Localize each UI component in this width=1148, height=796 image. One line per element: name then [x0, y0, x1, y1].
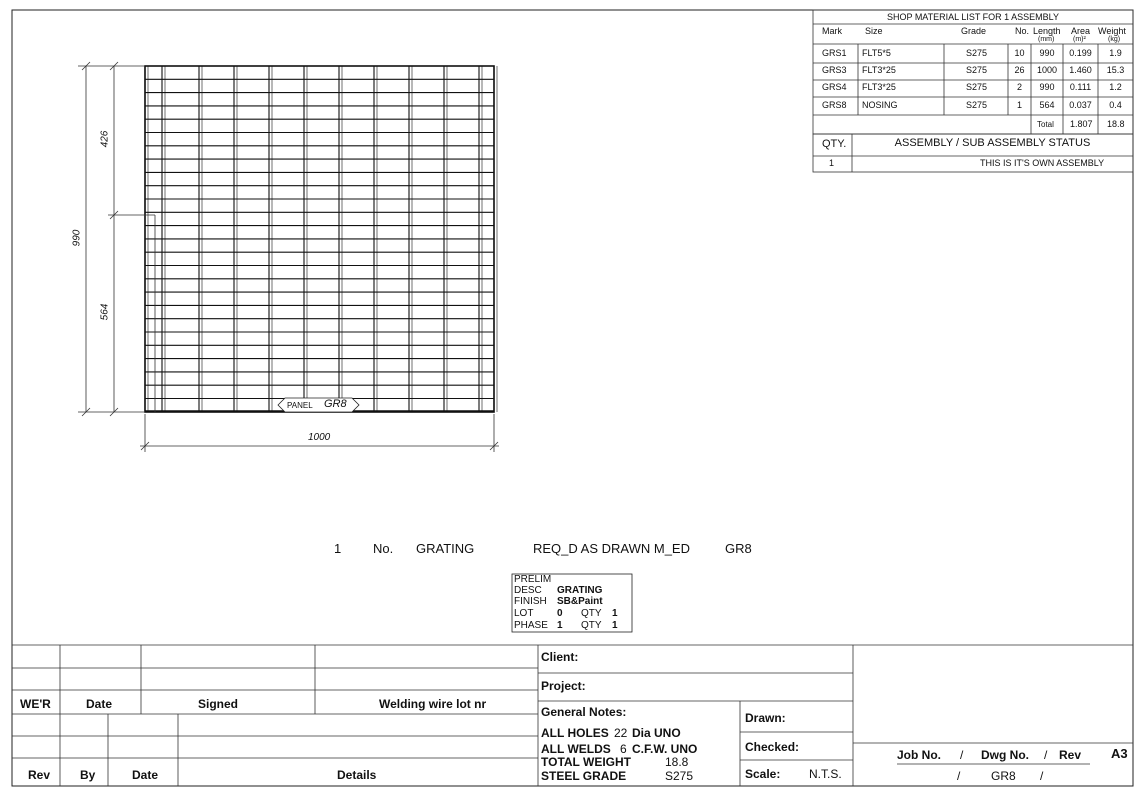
header-size: Size	[865, 26, 883, 36]
total-weight: 18.8	[1107, 119, 1125, 129]
material-cell-size: FLT3*25	[862, 65, 896, 75]
caption-desc: GRATING	[416, 541, 475, 556]
material-cell-size: FLT3*25	[862, 82, 896, 92]
dwg-no-label: Dwg No.	[981, 748, 1029, 762]
info-finish-value: SB&Paint	[557, 596, 603, 607]
material-cell-length: 1000	[1036, 65, 1058, 75]
info-lot-value: 0	[557, 608, 563, 619]
material-cell-size: FLT5*5	[862, 48, 891, 58]
drawn-label: Drawn:	[745, 711, 786, 725]
material-cell-grade: S275	[966, 82, 988, 92]
material-cell-weight: 15.3	[1106, 65, 1125, 75]
header-length-unit: (mm)	[1038, 36, 1055, 43]
total-label: Total	[1037, 120, 1054, 129]
scale-label: Scale:	[745, 767, 781, 781]
client-label: Client:	[541, 650, 579, 664]
col-date2: Date	[132, 768, 159, 782]
material-cell-length: 990	[1039, 48, 1055, 58]
col-welding: Welding wire lot nr	[379, 697, 487, 711]
info-qty2-value: 1	[612, 620, 618, 631]
project-label: Project:	[541, 679, 586, 693]
info-desc-value: GRATING	[557, 585, 603, 596]
header-weight: Weight	[1098, 26, 1126, 36]
total-weight-value: 18.8	[665, 755, 689, 769]
total-weight-label: TOTAL WEIGHT	[541, 755, 631, 769]
checked-label: Checked:	[745, 740, 800, 754]
header-mark: Mark	[822, 26, 842, 36]
sheet-size: A3	[1111, 746, 1128, 761]
steel-grade-value: S275	[665, 769, 694, 783]
material-cell-grade: S275	[966, 65, 988, 75]
caption-no: No.	[373, 541, 394, 556]
material-cell-mark: GRS1	[822, 48, 847, 58]
header-area-unit: (m)²	[1073, 36, 1086, 43]
material-cell-area: 0.037	[1069, 100, 1092, 110]
scale-value: N.T.S.	[809, 767, 842, 781]
info-phase-value: 1	[557, 620, 563, 631]
slash-2: /	[1044, 748, 1048, 762]
material-cell-length: 564	[1039, 100, 1055, 110]
dimension-426: 426	[99, 130, 111, 148]
dimension-1000: 1000	[308, 432, 331, 443]
side-software-label	[0, 734, 2, 777]
header-length: Length	[1033, 26, 1061, 36]
steel-grade-label: STEEL GRADE	[541, 769, 627, 783]
panel-mark: GR8	[324, 398, 347, 410]
material-cell-area: 0.199	[1069, 48, 1092, 58]
header-grade: Grade	[961, 26, 987, 36]
welds-suffix: C.F.W. UNO	[632, 742, 698, 756]
status-qty-label: QTY.	[822, 138, 847, 150]
col-wer: WE'R	[20, 697, 51, 711]
slash-1: /	[960, 748, 964, 762]
rev-label: Rev	[1059, 748, 1082, 762]
slash-3: /	[957, 769, 961, 783]
info-desc-label: DESC	[514, 585, 542, 596]
material-list-title: SHOP MATERIAL LIST FOR 1 ASSEMBLY	[886, 12, 1060, 22]
general-notes-label: General Notes:	[541, 705, 627, 719]
header-area: Area	[1071, 26, 1091, 36]
material-cell-area: 1.460	[1069, 65, 1092, 75]
holes-label: ALL HOLES	[541, 726, 609, 740]
caption-qty: 1	[334, 541, 342, 556]
material-cell-weight: 0.4	[1109, 100, 1122, 110]
slash-4: /	[1040, 769, 1044, 783]
panel-label: PANEL	[287, 401, 313, 410]
info-lot-label: LOT	[514, 608, 534, 619]
job-no-label: Job No.	[897, 748, 941, 762]
material-cell-length: 990	[1039, 82, 1055, 92]
col-signed: Signed	[198, 697, 239, 711]
status-title: ASSEMBLY / SUB ASSEMBLY STATUS	[894, 137, 1091, 149]
info-qty-value: 1	[612, 608, 618, 619]
info-prelim: PRELIM	[514, 574, 552, 585]
header-weight-unit: (kg)	[1108, 36, 1121, 43]
caption-mark: GR8	[725, 541, 752, 556]
material-cell-no: 2	[1016, 82, 1022, 92]
material-cell-mark: GRS3	[822, 65, 847, 75]
total-area: 1.807	[1070, 119, 1093, 129]
grating-panel	[145, 66, 497, 412]
holes-suffix: Dia UNO	[632, 726, 681, 740]
dwg-no-value: GR8	[991, 769, 1016, 783]
material-cell-no: 1	[1016, 100, 1022, 110]
dimension-990: 990	[71, 229, 83, 247]
col-details: Details	[337, 768, 377, 782]
material-cell-grade: S275	[966, 100, 988, 110]
info-qty-label: QTY	[581, 608, 602, 619]
material-cell-size: NOSING	[862, 100, 898, 110]
header-no: No.	[1015, 26, 1030, 36]
col-date: Date	[86, 697, 113, 711]
material-cell-mark: GRS4	[822, 82, 847, 92]
material-cell-grade: S275	[966, 48, 988, 58]
info-finish-label: FINISH	[514, 596, 547, 607]
col-rev: Rev	[28, 768, 51, 782]
material-cell-area: 0.111	[1069, 82, 1092, 92]
status-qty: 1	[829, 158, 835, 168]
dimension-564: 564	[99, 303, 111, 321]
material-cell-weight: 1.9	[1109, 48, 1122, 58]
welds-label: ALL WELDS	[541, 742, 611, 756]
caption-req: REQ_D AS DRAWN M_ED	[533, 541, 690, 556]
holes-size: 22	[614, 726, 628, 740]
vertical-dimensions	[78, 62, 155, 416]
status-text: THIS IS IT'S OWN ASSEMBLY	[980, 158, 1105, 168]
material-cell-no: 10	[1014, 48, 1025, 58]
material-cell-mark: GRS8	[822, 100, 847, 110]
material-cell-weight: 1.2	[1109, 82, 1122, 92]
welds-size: 6	[620, 742, 627, 756]
info-phase-label: PHASE	[514, 620, 548, 631]
col-by: By	[80, 768, 96, 782]
info-qty2-label: QTY	[581, 620, 602, 631]
material-cell-no: 26	[1014, 65, 1025, 75]
